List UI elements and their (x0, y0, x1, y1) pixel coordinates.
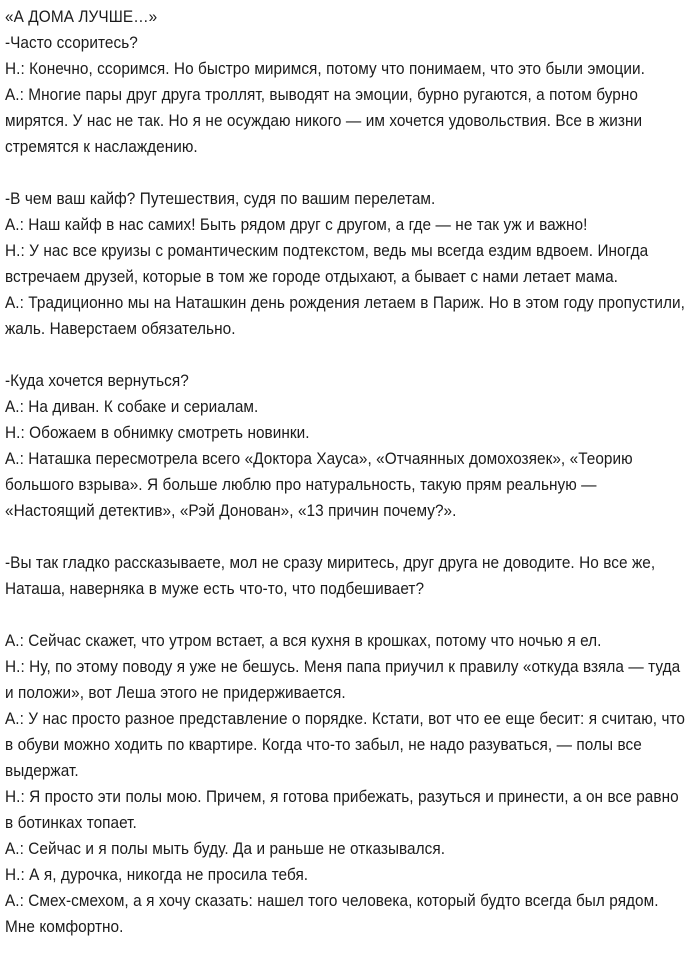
paragraph-spacer (5, 602, 686, 628)
paragraph-spacer (5, 524, 686, 550)
paragraph-spacer (5, 160, 686, 186)
paragraph: А.: Наш кайф в нас самих! Быть рядом друг с другом, а где — не так уж и важно! (5, 216, 588, 234)
paragraph: Н.: Ну, по этому поводу я уже не бешусь. Меня папа приучил к правилу «откуда взяла — туда и положи», вот Леша этого не придерживается. (5, 658, 681, 702)
paragraph: А.: На диван. К собаке и сериалам. (5, 398, 259, 416)
paragraph: Н.: Конечно, ссоримся. Но быстро миримся, потому что понимаем, что это были эмоции. (5, 60, 645, 78)
paragraph: -Куда хочется вернуться? (5, 372, 189, 390)
text-block-3 (5, 368, 686, 524)
paragraph: А.: Сейчас скажет, что утром встает, а вся кухня в крошках, потому что ночью я ел. (5, 632, 602, 650)
paragraph: А.: Наташка пересмотрела всего «Доктора Хауса», «Отчаянных домохозяек», «Теорию большого взрыва». Я больше люблю про натуральность, такую прям реальную — «Настоящий детектив», «Рэй Донован», «13 причин почему?». (5, 450, 633, 520)
paragraph: А.: У нас просто разное представление о порядке. Кстати, вот что ее еще бесит: я считаю, что в обуви можно ходить по квартире. Когда что-то забыл, не надо разуваться, — полы все выдержат. (5, 710, 686, 780)
paragraph: Н.: Обожаем в обнимку смотреть новинки. (5, 424, 310, 442)
paragraph: Н.: Я просто эти полы мою. Причем, я готова прибежать, разуться и принести, а он все равно в ботинках топает. (5, 788, 679, 832)
text-block-5 (5, 628, 686, 940)
paragraph: А.: Смех-смехом, а я хочу сказать: нашел того человека, который будто всегда был рядом. Мне комфортно. (5, 892, 659, 936)
text-block-4 (5, 550, 686, 602)
paragraph: А.: Сейчас и я полы мыть буду. Да и раньше не отказывался. (5, 840, 446, 858)
paragraph: -Вы так гладко рассказываете, мол не сразу миритесь, друг друга не доводите. Но все же, Наташа, наверняка в муже есть что-то, что подбешивает? (5, 554, 656, 598)
paragraph: -Часто ссоритесь? (5, 34, 138, 52)
paragraph: Н.: А я, дурочка, никогда не просила тебя. (5, 866, 309, 884)
page-title: «А ДОМА ЛУЧШЕ…» (5, 8, 158, 26)
paragraph: А.: Традиционно мы на Наташкин день рождения летаем в Париж. Но в этом году пропустили, жаль. Наверстаем обязательно. (5, 294, 685, 338)
text-block-1 (5, 30, 686, 160)
paragraph: Н.: У нас все круизы с романтическим подтекстом, ведь мы всегда ездим вдвоем. Иногда встречаем друзей, которые в том же городе отдыхают, а бывает с нами летает мама. (5, 242, 649, 286)
paragraph-spacer (5, 342, 686, 368)
paragraph: -В чем ваш кайф? Путешествия, судя по вашим перелетам. (5, 190, 436, 208)
text-block-2 (5, 186, 686, 342)
paragraph: А.: Многие пары друг друга троллят, выводят на эмоции, бурно ругаются, а потом бурно мирятся. У нас не так. Но я не осуждаю никого — им хочется удовольствия. Все в жизни стремятся к наслаждению. (5, 86, 643, 156)
